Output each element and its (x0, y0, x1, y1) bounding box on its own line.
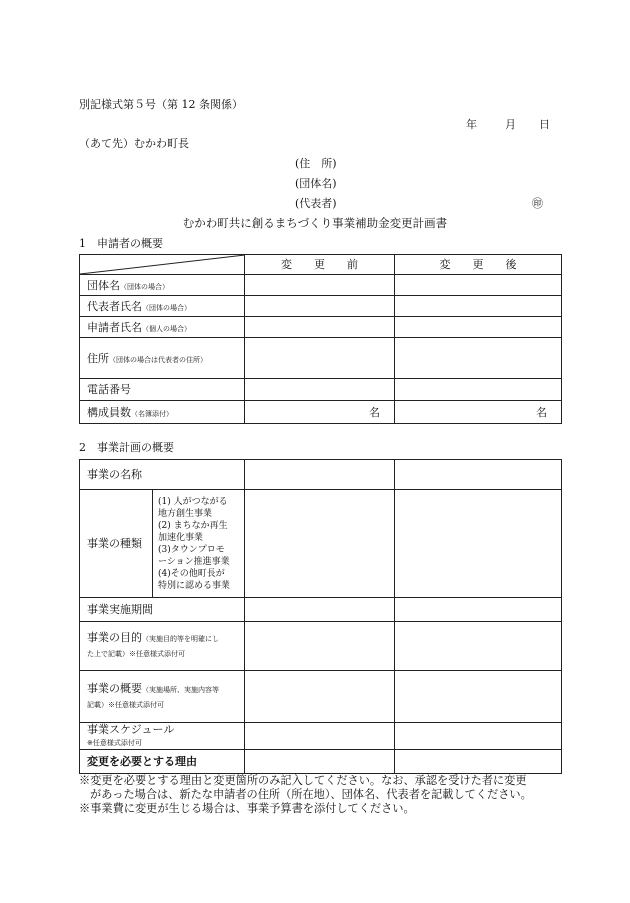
cell-after[interactable] (395, 750, 562, 774)
table-row (80, 275, 562, 296)
cell-after[interactable] (395, 622, 562, 671)
form-number: 別記様式第５号（第 12 条関係） (79, 98, 243, 111)
table-row (80, 317, 562, 338)
table-row (80, 622, 562, 671)
addressee: （あて先）むかわ町長 (79, 137, 189, 150)
column-header-after: 変 更 後 (395, 255, 562, 275)
cell-before-members[interactable]: 名 (245, 401, 395, 424)
table-header-row (80, 255, 562, 275)
table-row (80, 379, 562, 401)
row-label: 代表者氏名（団体の場合） (80, 296, 245, 317)
cell-before[interactable] (245, 338, 395, 379)
table-row (80, 671, 562, 723)
cell-after-members[interactable]: 名 (395, 401, 562, 424)
cell-before[interactable] (245, 460, 395, 490)
type-option: (2) まちなか再生 (158, 520, 228, 531)
diagonal-line (80, 255, 245, 274)
seal-mark: ㊞ (532, 197, 543, 210)
cell-after[interactable] (395, 338, 562, 379)
cell-after[interactable] (395, 296, 562, 317)
cell-before[interactable] (245, 296, 395, 317)
table-row (80, 490, 562, 598)
note-line-1: ※変更を必要とする理由と変更箇所のみ記入してください。なお、承認を受けた者に変更 (79, 774, 527, 787)
type-option: (4)その他町長が (158, 568, 225, 579)
type-option: ーション推進事業 (158, 556, 230, 567)
change-reason-label: 変更を必要とする理由 (80, 750, 245, 774)
cell-before[interactable] (245, 379, 395, 401)
cell-after[interactable] (395, 671, 562, 723)
note-line-2: があった場合は、新たな申請者の住所（所在地）、団体名、代表者を記載してください。 (90, 788, 532, 801)
cell-after[interactable] (395, 460, 562, 490)
table-row (80, 460, 562, 490)
column-header-before: 変 更 前 (245, 255, 395, 275)
cell-before[interactable] (245, 750, 395, 774)
row-label: 電話番号 (80, 379, 245, 401)
cell-before[interactable] (245, 622, 395, 671)
table-row (80, 723, 562, 750)
cell-after[interactable] (395, 723, 562, 750)
type-option: (3)タウンプロモ (158, 544, 225, 555)
row-label: 団体名（団体の場合） (80, 275, 245, 296)
type-option: 加速化事業 (158, 532, 204, 543)
cell-after[interactable] (395, 275, 562, 296)
table-row (80, 338, 562, 379)
table-row (80, 296, 562, 317)
table-row (80, 401, 562, 424)
note-line-3: ※事業費に変更が生じる場合は、事業予算書を添付してください。 (79, 802, 415, 815)
representative-label: (代表者) (295, 197, 337, 210)
cell-before[interactable] (245, 490, 395, 598)
project-table (79, 459, 562, 774)
type-option: (1) 人がつながる (158, 496, 228, 507)
applicant-table (79, 254, 562, 424)
project-period-label: 事業実施期間 (80, 598, 245, 622)
date-day-label: 日 (539, 118, 550, 131)
cell-before[interactable] (245, 598, 395, 622)
project-type-options (153, 490, 245, 598)
section2-heading: 2 事業計画の概要 (79, 441, 174, 454)
row-label: 申請者氏名（個人の場合） (80, 317, 245, 338)
date-month-label: 月 (505, 118, 516, 131)
project-schedule-label: 事業スケジュール ※任意様式添付可 (80, 723, 245, 750)
type-option: 地方創生事業 (158, 508, 213, 519)
document-title: むかわ町共に創るまちづくり事業補助金変更計画書 (182, 216, 448, 230)
project-purpose-label: 事業の目的（実施目的等を明確にし た上で記載）※任意様式添付可 (80, 622, 245, 671)
row-label: 住所（団体の場合は代表者の住所） (80, 338, 245, 379)
cell-after[interactable] (395, 379, 562, 401)
cell-after[interactable] (395, 490, 562, 598)
address-label: (住 所) (295, 157, 337, 170)
cell-before[interactable] (245, 275, 395, 296)
row-label: 構成員数（名簿添付） (80, 401, 245, 424)
project-type-label: 事業の種類 (80, 490, 153, 598)
cell-before[interactable] (245, 723, 395, 750)
project-outline-label: 事業の概要（実施場所、実施内容等 記載）※任意様式添付可 (80, 671, 245, 723)
cell-after[interactable] (395, 598, 562, 622)
table-row (80, 750, 562, 774)
section1-heading: 1 申請者の概要 (79, 237, 163, 250)
group-name-label: (団体名) (295, 177, 337, 190)
cell-after[interactable] (395, 317, 562, 338)
diagonal-header-cell (80, 255, 245, 275)
type-option: 特別に認める事業 (158, 580, 231, 591)
date-year-label: 年 (466, 118, 477, 131)
cell-before[interactable] (245, 671, 395, 723)
project-name-label: 事業の名称 (80, 460, 245, 490)
table-row (80, 598, 562, 622)
cell-before[interactable] (245, 317, 395, 338)
